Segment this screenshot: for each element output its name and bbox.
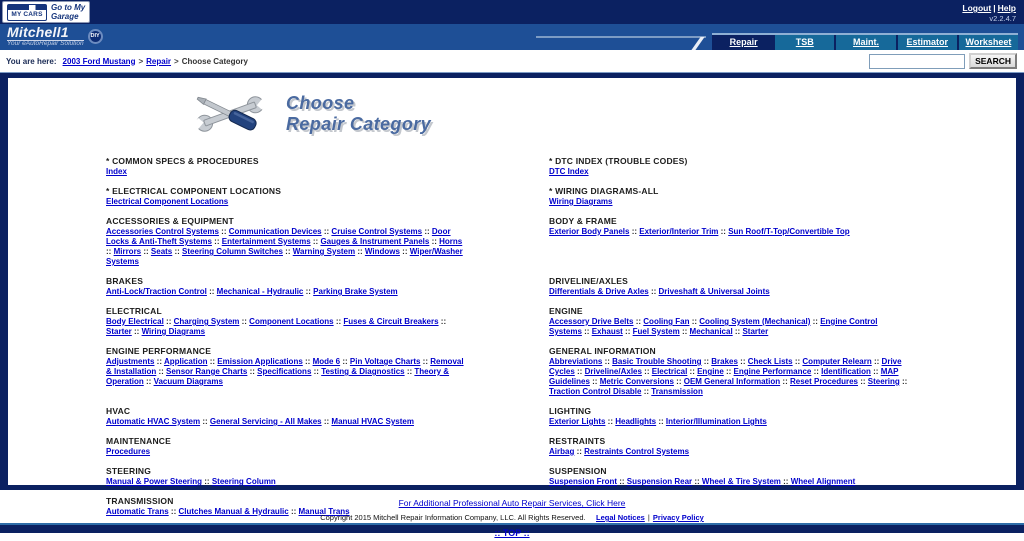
category-link[interactable]: Driveshaft & Universal Joints: [658, 287, 770, 296]
brand-logo: [7, 25, 103, 47]
category-link[interactable]: Brakes: [711, 357, 738, 366]
category-section: [549, 306, 912, 337]
category-link[interactable]: Electrical Component Locations: [106, 197, 229, 206]
category-links: [106, 417, 469, 427]
category-link[interactable]: Suspension Rear: [626, 477, 693, 486]
legal-notices-link[interactable]: Legal Notices: [596, 513, 645, 522]
category-link[interactable]: Metric Conversions: [599, 377, 674, 386]
category-link[interactable]: OEM General Information: [683, 377, 781, 386]
breadcrumb-separator: >: [174, 56, 179, 66]
category-links: [549, 227, 912, 237]
link-separator: ::: [311, 367, 322, 376]
category-link[interactable]: MAP Guidelines: [549, 367, 899, 386]
category-link[interactable]: Engine Performance: [733, 367, 812, 376]
link-separator: ::: [154, 357, 164, 366]
category-title: DRIVELINE/AXLES: [549, 276, 629, 286]
link-separator: ::: [143, 377, 154, 386]
category-link[interactable]: Transmission: [651, 387, 703, 396]
page-title: Choose Repair Category: [286, 93, 432, 134]
category-link[interactable]: Differentials & Drive Axles: [549, 287, 649, 296]
category-link[interactable]: Starter: [106, 327, 132, 336]
category-title: BRAKES: [106, 276, 144, 286]
category-link[interactable]: Pin Voltage Charts: [349, 357, 421, 366]
link-separator: ::: [420, 357, 431, 366]
category-title: BODY & FRAME: [549, 216, 617, 226]
category-links: [549, 197, 912, 207]
category-link[interactable]: Exhaust: [591, 327, 623, 336]
category-link[interactable]: Entertainment Systems: [221, 237, 311, 246]
breadcrumb-current: Choose Category: [181, 56, 248, 66]
category-links: [549, 317, 912, 337]
category-title: ENGINE: [549, 306, 583, 316]
category-link[interactable]: Drive Cycles: [549, 357, 902, 376]
category-link[interactable]: Removal & Installation: [106, 357, 464, 376]
category-link[interactable]: Wheel Alignment: [790, 477, 856, 486]
link-separator: ::: [131, 327, 142, 336]
my-cars-label: MY CARS: [11, 10, 43, 18]
link-separator: ::: [321, 227, 332, 236]
copyright-text: Copyright 2015 Mitchell Repair Information Company, LLC. All Rights Reserved.: [320, 513, 586, 522]
breadcrumb-repair-link[interactable]: Repair: [146, 56, 172, 66]
category-section: [549, 346, 912, 397]
category-link[interactable]: Wiper/Washer Systems: [106, 247, 463, 266]
garage-label: Go to My Garage: [51, 3, 86, 21]
link-separator: ::: [679, 327, 690, 336]
category-link[interactable]: Automatic HVAC System: [106, 417, 201, 426]
link-separator: ::: [792, 357, 803, 366]
link-separator: ::: [106, 247, 114, 256]
category-title: TRANSMISSION: [106, 496, 174, 506]
diy-badge-icon: DIY: [88, 29, 103, 44]
category-title: MAINTENANCE: [106, 436, 172, 446]
link-separator: ::: [648, 287, 659, 296]
category-title: * ELECTRICAL COMPONENT LOCATIONS: [106, 186, 282, 196]
category-link[interactable]: Interior/Illumination Lights: [665, 417, 767, 426]
link-separator: ::: [737, 357, 748, 366]
link-separator: ::: [211, 237, 222, 246]
categories-grid: [8, 156, 1016, 526]
go-to-my-garage-button[interactable]: [2, 1, 90, 23]
tab-repair[interactable]: Repair: [712, 35, 773, 50]
category-section: [106, 406, 469, 427]
category-link[interactable]: Check Lists: [747, 357, 793, 366]
category-section: [549, 186, 912, 207]
category-section: [549, 156, 912, 177]
category-links: [549, 167, 912, 177]
category-link[interactable]: Accessories Control Systems: [106, 227, 219, 236]
link-separator: ::: [687, 367, 698, 376]
category-link[interactable]: Suspension Front: [549, 477, 617, 486]
breadcrumb-vehicle-link[interactable]: 2003 Ford Mustang: [62, 56, 136, 66]
top-right-links: [962, 3, 1016, 23]
category-link[interactable]: Computer Relearn: [802, 357, 872, 366]
category-link[interactable]: Headlights: [615, 417, 657, 426]
category-link[interactable]: Anti-Lock/Traction Control: [106, 287, 207, 296]
link-separator: ::: [399, 247, 410, 256]
category-link[interactable]: Airbag: [549, 447, 575, 456]
category-title: LIGHTING: [549, 406, 592, 416]
link-separator: ::: [673, 377, 684, 386]
wrench-screwdriver-icon: [188, 88, 272, 140]
link-separator: ::: [718, 227, 729, 236]
category-section: [549, 466, 912, 487]
category-link[interactable]: Body Electrical: [106, 317, 164, 326]
link-separator: ::: [811, 367, 822, 376]
mitchell1-logo: Mitchell1: [7, 25, 84, 41]
category-link[interactable]: Cooling Fan: [643, 317, 690, 326]
link-divider: |: [645, 513, 652, 522]
category-section: [106, 346, 469, 397]
top-bar: [0, 0, 1024, 24]
category-link[interactable]: Application: [163, 357, 208, 366]
category-link[interactable]: Manual HVAC System: [331, 417, 414, 426]
category-link[interactable]: Sun Roof/T-Top/Convertible Top: [728, 227, 850, 236]
link-separator: ::: [701, 357, 712, 366]
link-separator: ::: [206, 287, 217, 296]
link-separator: ::: [629, 227, 640, 236]
category-link[interactable]: Specifications: [257, 367, 312, 376]
category-link[interactable]: Mirrors: [113, 247, 142, 256]
link-separator: ::: [780, 377, 790, 386]
category-section: [106, 216, 469, 267]
link-separator: ::: [340, 357, 350, 366]
tab-accent-line: [536, 36, 706, 38]
category-link[interactable]: Electrical: [651, 367, 688, 376]
category-link[interactable]: Manual Trans: [298, 507, 350, 516]
category-link[interactable]: Steering Column Switches: [182, 247, 283, 256]
link-separator: ::: [574, 447, 585, 456]
link-separator: ::: [633, 317, 644, 326]
link-separator: ::: [321, 417, 332, 426]
category-section: [549, 406, 912, 427]
category-link[interactable]: Seats: [150, 247, 173, 256]
category-section: [106, 276, 469, 297]
version-label: v2.2.4.7: [989, 14, 1016, 23]
my-cars-plate-icon: [7, 4, 47, 21]
category-link[interactable]: Parking Brake System: [313, 287, 398, 296]
logout-link[interactable]: Logout: [962, 3, 992, 13]
category-title: RESTRAINTS: [549, 436, 606, 446]
category-section: [106, 436, 469, 457]
help-link[interactable]: Help: [997, 3, 1016, 13]
category-links: [549, 287, 912, 297]
category-links: [106, 357, 469, 387]
category-title: ENGINE PERFORMANCE: [106, 346, 212, 356]
link-separator: ::: [247, 367, 258, 376]
search-input[interactable]: [869, 54, 965, 69]
tab-worksheet[interactable]: Worksheet: [957, 35, 1018, 50]
link-separator: ::: [641, 367, 652, 376]
link-separator: ::: [656, 417, 666, 426]
category-link[interactable]: Exterior/Interior Trim: [639, 227, 719, 236]
link-separator: ::: [574, 367, 585, 376]
back-to-top-link[interactable]: :: TOP ::: [494, 528, 530, 538]
link-separator: ::: [602, 357, 613, 366]
nav-tabs: [712, 33, 1018, 50]
link-separator: ::: [239, 317, 250, 326]
category-links: [106, 287, 469, 297]
link-separator: ::: [723, 367, 734, 376]
category-link[interactable]: Gauges & Instrument Panels: [320, 237, 430, 246]
link-separator: ::: [605, 417, 616, 426]
category-link[interactable]: Reset Procedures: [789, 377, 858, 386]
category-link[interactable]: Testing & Diagnostics: [321, 367, 405, 376]
logo-nav-bar: [0, 24, 1024, 50]
link-separator: ::: [732, 327, 743, 336]
link-separator: ::: [303, 287, 314, 296]
category-link[interactable]: Door Locks & Anti-Theft Systems: [106, 227, 451, 246]
category-links: [106, 447, 469, 457]
category-link[interactable]: Fuses & Circuit Breakers: [343, 317, 439, 326]
category-section: [549, 276, 912, 297]
link-separator: ::: [302, 357, 313, 366]
link-separator: ::: [168, 507, 179, 516]
link-separator: ::: [810, 317, 821, 326]
tab-maint[interactable]: Maint.: [834, 35, 895, 50]
search-panel: [855, 50, 1021, 72]
link-separator: ::: [689, 317, 700, 326]
category-section: [106, 186, 469, 207]
category-links: [549, 477, 912, 487]
category-link[interactable]: Clutches Manual & Hydraulic: [178, 507, 289, 516]
link-separator: ::: [404, 367, 415, 376]
category-section: [549, 436, 912, 457]
link-separator: ::: [858, 377, 868, 386]
link-separator: ::: [422, 227, 432, 236]
category-links: [106, 227, 469, 267]
link-separator: ::: [333, 317, 344, 326]
category-title: * DTC INDEX (TROUBLE CODES): [549, 156, 688, 166]
breadcrumb-separator: >: [138, 56, 144, 66]
category-links: [106, 477, 469, 487]
category-link[interactable]: Charging System: [173, 317, 240, 326]
link-separator: ::: [310, 237, 321, 246]
category-links: [549, 417, 912, 427]
category-section: [106, 306, 469, 337]
link-separator: ::: [899, 377, 908, 386]
category-link[interactable]: DTC Index: [549, 167, 589, 176]
category-link[interactable]: Mode 6: [312, 357, 341, 366]
breadcrumb-bar: [0, 50, 1024, 72]
link-separator: ::: [617, 477, 627, 486]
link-separator: ::: [202, 477, 212, 486]
link-separator: ::: [218, 227, 229, 236]
tab-estimator[interactable]: Estimator: [896, 35, 957, 50]
category-link[interactable]: Driveline/Axles: [584, 367, 642, 376]
category-link[interactable]: Procedures: [106, 447, 151, 456]
category-link[interactable]: Cruise Control Systems: [331, 227, 423, 236]
link-separator: ::: [622, 327, 633, 336]
category-link[interactable]: Index: [106, 167, 127, 176]
privacy-policy-link[interactable]: Privacy Policy: [652, 513, 704, 522]
category-link[interactable]: Engine Control Systems: [549, 317, 878, 336]
category-title: GENERAL INFORMATION: [549, 346, 656, 356]
link-separator: ::: [282, 247, 293, 256]
tab-tsb[interactable]: TSB: [773, 35, 834, 50]
breadcrumb-prefix: You are here:: [6, 56, 57, 66]
category-link[interactable]: Wiring Diagrams: [549, 197, 613, 206]
link-separator: ::: [207, 357, 218, 366]
link-separator: ::: [172, 247, 183, 256]
link-separator: ::: [589, 377, 600, 386]
category-link[interactable]: Emission Applications: [217, 357, 303, 366]
category-link[interactable]: Fuel System: [632, 327, 680, 336]
link-separator: ::: [200, 417, 210, 426]
category-title: * COMMON SPECS & PROCEDURES: [106, 156, 259, 166]
link-separator: ::: [641, 387, 652, 396]
category-link[interactable]: Horns: [439, 237, 463, 246]
category-title: STEERING: [106, 466, 152, 476]
category-links: [106, 197, 469, 207]
category-link[interactable]: Wheel & Tire System: [701, 477, 781, 486]
brand-tagline: Your eAutoRepair Solution: [7, 40, 84, 47]
link-separator: ::: [871, 357, 882, 366]
category-links: [549, 357, 912, 397]
link-separator: ::: [780, 477, 791, 486]
category-link[interactable]: Adjustments: [106, 357, 155, 366]
category-title: ELECTRICAL: [106, 306, 162, 316]
category-link[interactable]: Sensor Range Charts: [166, 367, 248, 376]
link-separator: ::: [163, 317, 174, 326]
category-section: [106, 466, 469, 487]
category-link[interactable]: Starter: [742, 327, 769, 336]
page-header: [188, 88, 1016, 140]
category-section: [549, 216, 912, 267]
category-links: [549, 447, 912, 457]
link-separator: ::: [355, 247, 365, 256]
search-button[interactable]: SEARCH: [969, 53, 1017, 69]
link-separator: ::: [692, 477, 702, 486]
category-title: HVAC: [106, 406, 131, 416]
category-link[interactable]: Mechanical: [689, 327, 733, 336]
category-link[interactable]: Communication Devices: [228, 227, 322, 236]
category-link[interactable]: Basic Trouble Shooting: [612, 357, 702, 366]
category-link[interactable]: Steering Column: [211, 477, 276, 486]
category-link[interactable]: Manual & Power Steering: [106, 477, 203, 486]
category-links: [106, 167, 469, 177]
category-link[interactable]: Traction Control Disable: [549, 387, 642, 396]
category-title: ACCESSORIES & EQUIPMENT: [106, 216, 234, 226]
category-link[interactable]: Cooling System (Mechanical): [699, 317, 811, 326]
link-separator: ::: [141, 247, 151, 256]
category-link[interactable]: Abbreviations: [549, 357, 603, 366]
category-link[interactable]: Theory & Operation: [106, 367, 450, 386]
category-link[interactable]: Identification: [821, 367, 871, 376]
link-separator: ::: [581, 327, 592, 336]
category-section: [106, 156, 469, 177]
category-link[interactable]: Accessory Drive Belts: [549, 317, 634, 326]
category-link[interactable]: Steering: [867, 377, 900, 386]
category-link[interactable]: Exterior Lights: [549, 417, 606, 426]
category-link[interactable]: Restraints Control Systems: [584, 447, 690, 456]
category-link[interactable]: Component Locations: [249, 317, 334, 326]
link-separator: ::: [288, 507, 299, 516]
category-link[interactable]: Windows: [364, 247, 400, 256]
category-title: SUSPENSION: [549, 466, 607, 476]
category-title: * WIRING DIAGRAMS-ALL: [549, 186, 659, 196]
category-link[interactable]: Vacuum Diagrams: [153, 377, 223, 386]
link-divider: |: [993, 3, 996, 13]
link-separator: ::: [870, 367, 881, 376]
link-separator: ::: [156, 367, 167, 376]
category-link[interactable]: Warning System: [292, 247, 356, 256]
category-link[interactable]: Automatic Trans: [106, 507, 169, 516]
category-links: [106, 317, 469, 337]
link-separator: ::: [429, 237, 440, 246]
category-link[interactable]: Engine: [697, 367, 724, 376]
link-separator: ::: [438, 317, 447, 326]
category-link[interactable]: General Servicing - All Makes: [209, 417, 322, 426]
category-link[interactable]: Wiring Diagrams: [141, 327, 206, 336]
category-link[interactable]: Exterior Body Panels: [549, 227, 630, 236]
additional-services-link[interactable]: For Additional Professional Auto Repair Services, Click Here: [398, 498, 626, 508]
category-link[interactable]: Mechanical - Hydraulic: [216, 287, 304, 296]
